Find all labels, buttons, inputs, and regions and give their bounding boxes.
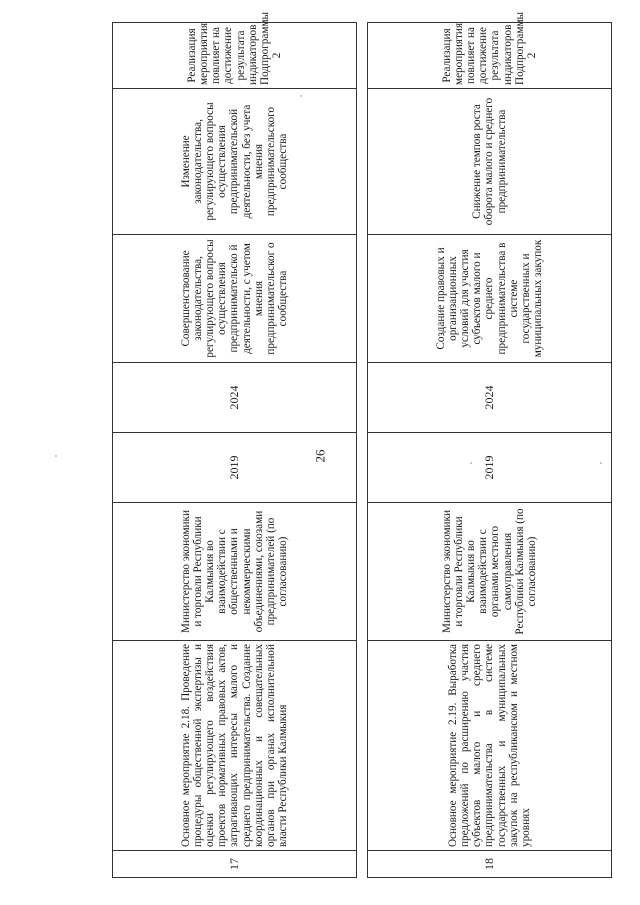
table-row [113,23,357,878]
row-number: 18 [367,851,611,878]
expected-result: Создание правовых и организационных условий для участия субъектов малого и среднего предпринимательства в системе государственных и муниципальных закупок [367,235,611,363]
page-number: 26 [312,449,328,463]
table-row [357,23,368,878]
row-number: 17 [113,851,357,878]
end-year: 2024 [113,363,357,433]
scan-speck [470,462,472,464]
end-year: 2024 [367,363,611,433]
scan-speck [55,455,57,457]
table-row [367,23,611,878]
measure-name: Основное мероприятие 2.18. Проведение процедуры общественной экспертизы и оценки регулирующего воздействия проектов нормативных правовых актов, затрагивающих интересы малого и среднего предпринимательства. Создание координационных и совещательных органов при органах исполнительной власти Республики Калмыкия [113,641,357,851]
measures-table [112,11,612,878]
non-implementation-consequence: Снижение темпов роста оборота малого и среднего предпринимательства [367,89,611,235]
scan-speck [600,462,602,464]
rotated-table-container [112,11,612,878]
row-gap [357,23,368,878]
start-year: 2019 [113,433,357,503]
start-year: 2019 [367,433,611,503]
expected-result: Совершенствование законодательства, регулирующего вопросы осуществления предпринимательско й деятельности, с учетом мнения предпринимательског о сообщества [113,235,357,363]
measure-name: Основное мероприятие 2.19. Выработка предложений по расширению участия субъектов малого и среднего предпринимательства в системе государственных и муниципальных закупок на республиканском и местном уровнях [367,641,611,851]
indicator-link: Реализация мероприятия повлияет на достижение результата индикаторов Подпрограммы 2 [113,23,357,89]
executor: Министерство экономики и торговли Республики Калмыкия во взаимодействии с общественными и некоммерческими объединениями, союзами предпринимателей (по согласованию) [113,503,357,641]
non-implementation-consequence: Изменение законодательства, регулирующего вопросы осуществления предпринимательской деятельности, без учета мнения предпринимательского сообщества [113,89,357,235]
scan-speck [300,95,302,97]
indicator-link: Реализация мероприятия повлияет на достижение результата индикаторов Подпрограммы 2 [367,23,611,89]
executor: Министерство экономики и торговли Республики Калмыкия во взаимодействии с органами местного самоуправления Республики Калмыкия (по согласованию) [367,503,611,641]
